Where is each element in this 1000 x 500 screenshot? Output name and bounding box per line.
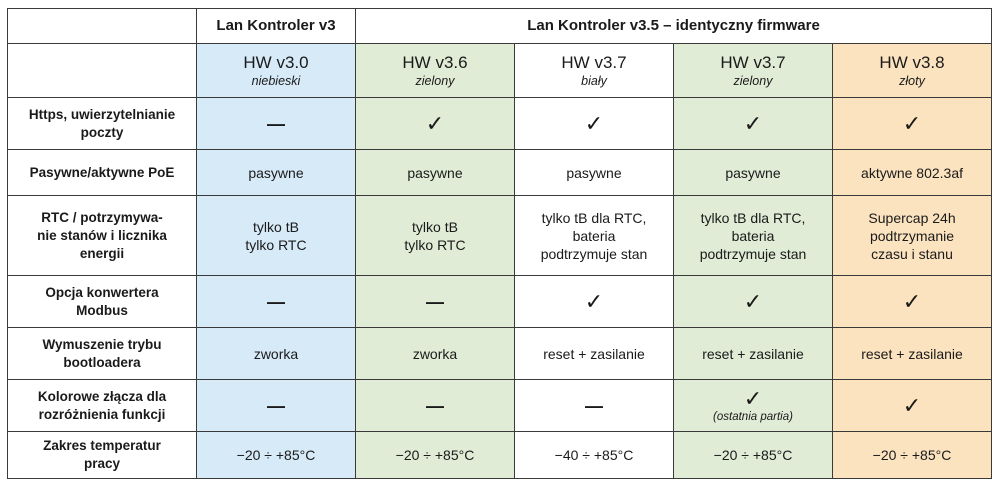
hw-version: HW v3.6 [402,52,468,72]
hw-color-name: zielony [733,73,773,88]
corner-cell [8,9,197,44]
feature-row [8,432,992,479]
feature-value-cell [833,196,992,276]
cell-value: pasywne [248,164,304,181]
feature-value-cell [674,150,833,196]
feature-label: Wymuszenie trybu bootloadera [8,328,197,380]
feature-value-cell [674,276,833,328]
feature-value-cell [515,276,674,328]
not-available-dash-icon: — [585,395,603,416]
feature-value-cell [515,380,674,432]
cell-value: tylko tB tylko RTC [404,218,466,253]
group-header-v35: Lan Kontroler v3.5 – identyczny firmware [356,9,992,44]
feature-value-cell [833,98,992,150]
feature-row [8,328,992,380]
cell-value: −20 ÷ +85°C [713,447,793,463]
feature-value-cell [833,380,992,432]
checkmark-icon: ✓ [902,392,922,418]
feature-value-cell [356,98,515,150]
feature-value-cell [197,98,356,150]
feature-label: Kolorowe złącza dla rozróżnienia funkcji [8,380,197,432]
comparison-table-body [8,9,992,479]
feature-value-cell [674,432,833,479]
checkmark-icon: ✓ [743,110,763,136]
hw-version-row [8,44,992,98]
cell-value: −20 ÷ +85°C [395,447,475,463]
feature-value-cell [197,432,356,479]
feature-row [8,380,992,432]
feature-value-cell [674,98,833,150]
feature-value-cell [515,432,674,479]
feature-label: Https, uwierzytelnianie poczty [8,98,197,150]
feature-value-cell [833,328,992,380]
group-header-row [8,9,992,44]
cell-value: −40 ÷ +85°C [554,447,634,463]
comparison-table [7,8,992,479]
hw-color-name: biały [581,73,607,88]
cell-value: −20 ÷ +85°C [236,447,316,463]
comparison-table-wrapper [7,8,992,479]
cell-value: reset + zasilanie [702,345,804,362]
cell-value: tylko tB dla RTC, bateria podtrzymuje stan [540,209,648,262]
cell-value: reset + zasilanie [861,345,963,362]
checkmark-icon: ✓ [743,288,763,314]
feature-value-cell [515,196,674,276]
feature-value-cell [197,150,356,196]
cell-value: pasywne [566,164,622,181]
cell-value: pasywne [725,164,781,181]
feature-value-cell [356,196,515,276]
checkmark-icon: ✓ [902,110,922,136]
checkmark-icon: ✓ [743,385,763,411]
cell-value: zworka [412,345,458,362]
feature-row [8,150,992,196]
hw-header-cell [674,44,833,98]
checkmark-icon: ✓ [584,288,604,314]
hw-corner-cell [8,44,197,98]
checkmark-icon: ✓ [584,110,604,136]
feature-value-cell [356,328,515,380]
cell-value: Supercap 24h podtrzymanie czasu i stanu [868,209,956,262]
feature-value-cell [833,432,992,479]
feature-label: Opcja konwertera Modbus [8,276,197,328]
feature-value-cell [197,328,356,380]
feature-value-cell [674,328,833,380]
hw-header-cell [833,44,992,98]
not-available-dash-icon: — [267,395,285,416]
hw-header-cell [515,44,674,98]
cell-value: zworka [253,345,299,362]
hw-color-name: złoty [899,73,925,88]
feature-value-cell [515,150,674,196]
feature-value-cell [197,276,356,328]
feature-value-cell [356,150,515,196]
feature-label: Zakres temperatur pracy [8,432,197,479]
feature-value-cell [515,328,674,380]
not-available-dash-icon: — [426,395,444,416]
feature-value-cell [674,380,833,432]
not-available-dash-icon: — [426,291,444,312]
feature-value-cell [515,98,674,150]
hw-color-name: zielony [415,73,455,88]
hw-version: HW v3.7 [720,52,786,72]
cell-note: (ostatnia partia) [713,410,793,423]
feature-value-cell [356,432,515,479]
group-header-v3: Lan Kontroler v3 [197,9,356,44]
hw-version: HW v3.0 [243,52,309,72]
hw-version: HW v3.8 [879,52,945,72]
hw-version: HW v3.7 [561,52,627,72]
cell-value: reset + zasilanie [543,345,645,362]
cell-value: tylko tB tylko RTC [245,218,307,253]
feature-row [8,276,992,328]
feature-value-cell [197,380,356,432]
not-available-dash-icon: — [267,291,285,312]
cell-value: −20 ÷ +85°C [872,447,952,463]
feature-value-cell [356,276,515,328]
feature-label: RTC / potrzymywa- nie stanów i licznika energii [8,196,197,276]
feature-label: Pasywne/aktywne PoE [8,150,197,196]
feature-value-cell [197,196,356,276]
checkmark-icon: ✓ [902,288,922,314]
feature-value-cell [356,380,515,432]
feature-value-cell [833,276,992,328]
cell-value: tylko tB dla RTC, bateria podtrzymuje stan [699,209,807,262]
not-available-dash-icon: — [267,113,285,134]
hw-header-cell [356,44,515,98]
feature-value-cell [833,150,992,196]
cell-value: aktywne 802.3af [861,164,963,181]
feature-row [8,98,992,150]
feature-value-cell [674,196,833,276]
cell-value: pasywne [407,164,463,181]
hw-header-cell [197,44,356,98]
feature-row [8,196,992,276]
checkmark-icon: ✓ [425,110,445,136]
hw-color-name: niebieski [251,73,301,88]
